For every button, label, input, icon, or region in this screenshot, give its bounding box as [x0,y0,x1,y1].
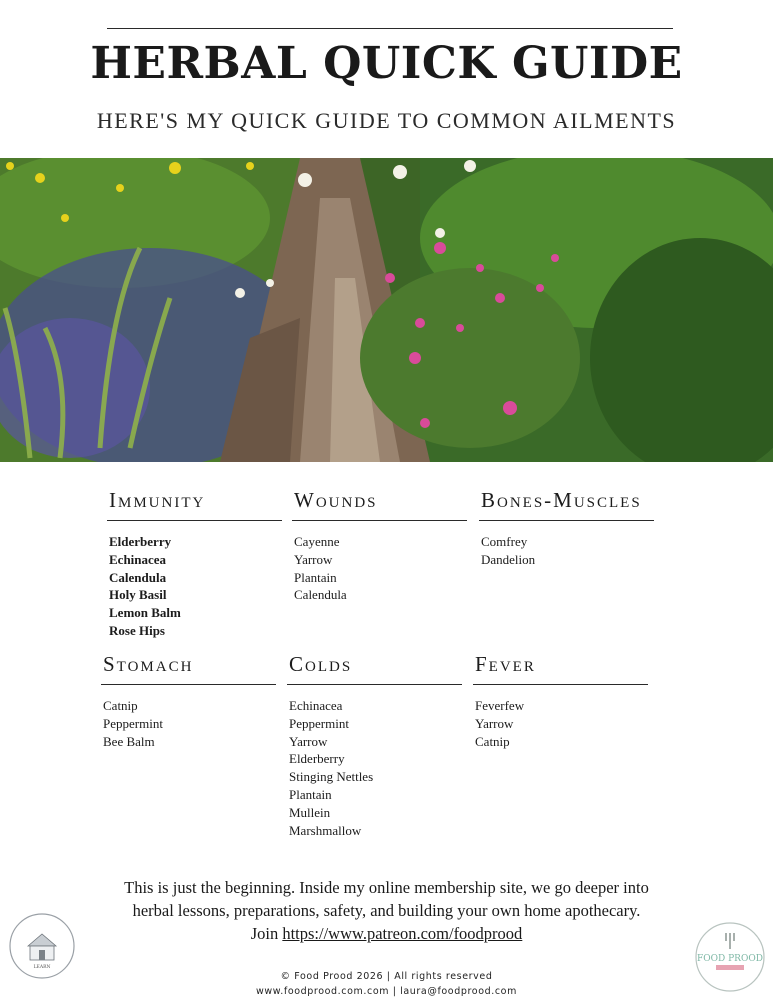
herb-item: Lemon Balm [109,605,181,621]
join-label: Join [250,924,279,943]
herb-item: Cayenne [294,534,340,549]
section-colds [287,650,462,839]
section-divider [287,684,462,685]
herb-item: Echinacea [109,551,167,567]
blurb-line-2: herbal lessons, preparations, safety, and building your own home apothecary. [132,901,641,920]
section-title: Colds [289,652,353,676]
section-divider [479,520,654,521]
blurb-line-1: This is just the beginning. Inside my online membership site, we go deeper into [124,878,649,897]
herb-item: Holy Basil [109,587,167,603]
top-divider [107,28,673,29]
herb-item: Marshmallow [289,822,362,838]
section-title: Fever [475,652,536,676]
herb-item: Comfrey [481,534,528,549]
right-logo-text: FOOD PROOD [697,954,763,964]
herb-item: Yarrow [475,715,514,731]
footer-contact: www.foodprood.com.com | laura@foodprood.com [256,986,517,997]
section-immunity [107,486,282,640]
herb-item: Stinging Nettles [289,769,374,785]
section-wounds [292,486,467,604]
herb-item: Catnip [103,698,138,713]
section-divider [101,684,276,685]
section-title: Stomach [103,652,194,676]
herb-item: Elderberry [289,751,345,767]
herb-item: Yarrow [294,551,333,567]
footer-copyright: © Food Prood 2026 | All rights reserved [280,971,493,982]
garden-photo [0,158,773,462]
herb-item: Peppermint [289,715,349,731]
page-subtitle: HERE'S MY QUICK GUIDE TO COMMON AILMENTS [96,108,677,133]
herb-item: Calendula [109,569,167,585]
section-fever [473,650,648,750]
herb-item: Elderberry [109,534,172,549]
herb-item: Bee Balm [103,733,155,749]
section-stomach [101,650,276,750]
herb-item: Rose Hips [109,622,165,638]
section-divider [292,520,467,521]
membership-blurb [80,876,693,945]
section-divider [107,520,282,521]
herb-item: Yarrow [289,733,328,749]
herb-item: Calendula [294,587,347,603]
page-title: HERBAL QUICK GUIDE [90,38,683,89]
section-bones-muscles [479,486,654,569]
food-prood-logo [691,921,769,993]
herb-item: Peppermint [103,715,163,731]
herb-item: Feverfew [475,698,525,713]
herb-item: Plantain [289,786,332,802]
barn-logo [8,912,76,980]
section-title: Immunity [109,488,206,512]
left-logo-text: LEARN [33,965,51,970]
section-title: Bones-Muscles [481,488,642,512]
blurb-line-3 [80,922,693,945]
herb-item: Plantain [294,569,337,585]
section-title: Wounds [294,488,378,512]
herb-item: Mullein [289,804,331,820]
herb-item: Catnip [475,733,510,749]
herb-item: Echinacea [289,698,343,713]
patreon-link[interactable]: https://www.patreon.com/foodprood [282,924,523,943]
herb-item: Dandelion [481,551,536,567]
section-divider [473,684,648,685]
